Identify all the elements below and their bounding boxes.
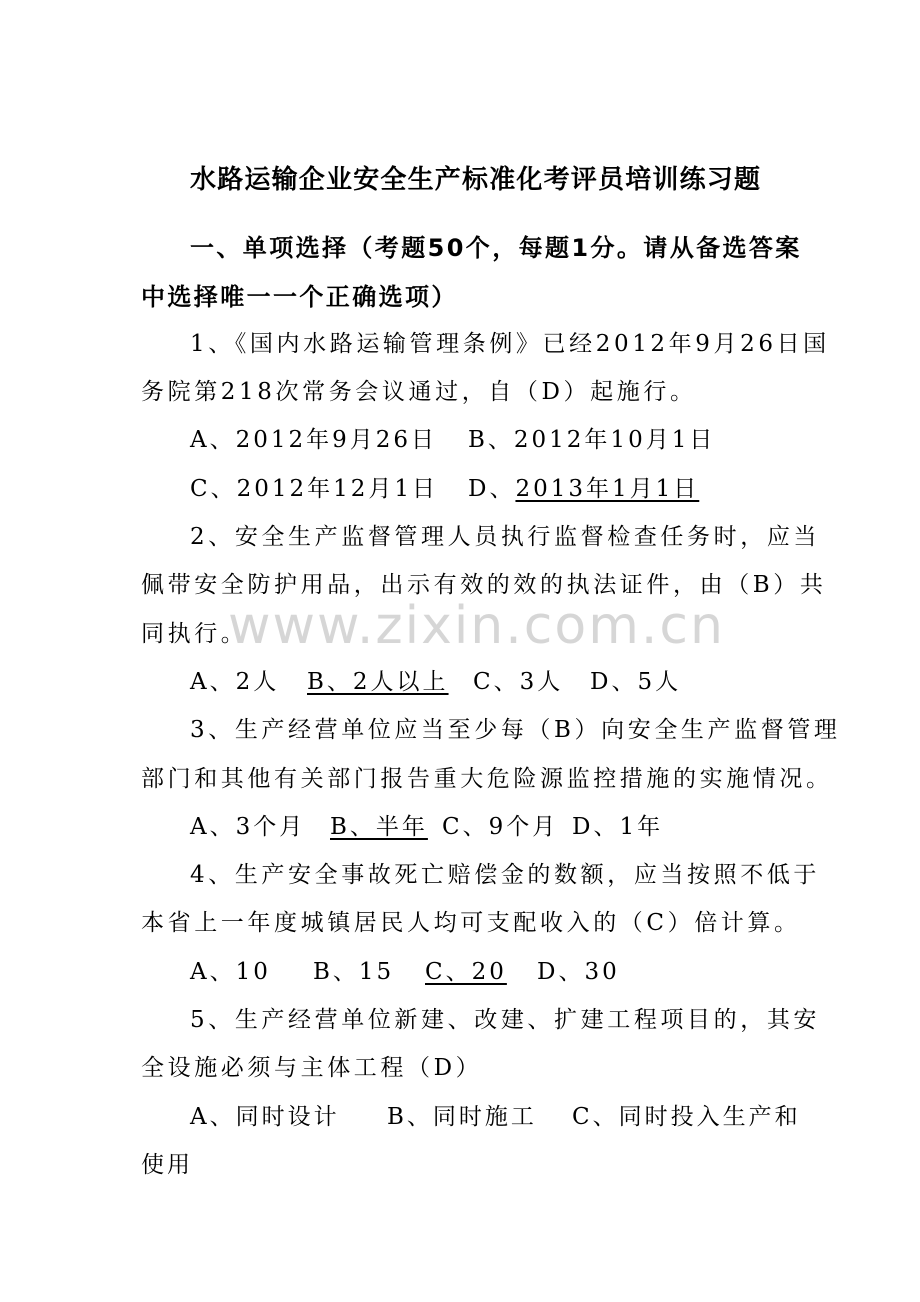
section-heading-line-2: 中选择唯一一个正确选项） — [141, 283, 458, 311]
question-4-option-b: B、15 — [313, 959, 395, 985]
question-1-line-2: 务院第218次常务会议通过，自（D）起施行。 — [141, 379, 697, 405]
question-5-option-a: A、同时设计 — [190, 1104, 340, 1130]
question-3-option-d: D、1年 — [572, 814, 664, 840]
question-5-option-c: C、同时投入生产和 — [572, 1104, 801, 1130]
question-4-option-a: A、10 — [190, 959, 271, 985]
question-3-option-a: A、3个月 — [190, 814, 306, 840]
question-2-line-3: 同执行。 — [141, 621, 248, 647]
document-title: 水路运输企业安全生产标准化考评员培训练习题 — [190, 165, 762, 195]
question-3-option-b: B、半年 — [330, 814, 428, 840]
question-1-option-a: A、2012年9月26日 — [190, 427, 438, 453]
question-4-option-d: D、30 — [537, 959, 620, 985]
question-2-option-a: A、2人 — [190, 669, 280, 695]
question-5-option-b: B、同时施工 — [387, 1104, 537, 1130]
question-3-line-2: 部门和其他有关部门报告重大危险源监控措施的实施情况。 — [141, 766, 833, 792]
question-1-line-1: 1、《国内水路运输管理条例》已经2012年9月26日国 — [190, 331, 830, 357]
watermark: www.zixin.com.cn — [228, 596, 725, 656]
question-4-option-c: C、20 — [425, 959, 507, 985]
question-2-option-d: D、5人 — [590, 669, 682, 695]
question-4-line-2: 本省上一年度城镇居民人均可支配收入的（C）倍计算。 — [141, 910, 801, 936]
question-3-line-1: 3、生产经营单位应当至少每（B）向安全生产监督管理 — [190, 717, 841, 743]
question-1-option-d: D、2013年1月1日 — [468, 476, 700, 502]
question-2-line-1: 2、安全生产监督管理人员执行监督检查任务时，应当 — [190, 524, 821, 550]
question-2-option-b: B、2人以上 — [307, 669, 449, 695]
question-5-line-2: 全设施必须与主体工程（D） — [141, 1055, 483, 1081]
question-2-option-c: C、3人 — [473, 669, 564, 695]
question-5-option-c-continued: 使用 — [141, 1152, 193, 1178]
question-2-line-2: 佩带安全防护用品，出示有效的效的执法证件，由（B）共 — [141, 572, 827, 598]
question-4-line-1: 4、生产安全事故死亡赔偿金的数额，应当按照不低于 — [190, 862, 821, 888]
question-1-option-c: C、2012年12月1日 — [190, 476, 439, 502]
question-3-option-c: C、9个月 — [442, 814, 559, 840]
question-5-line-1: 5、生产经营单位新建、改建、扩建工程项目的，其安 — [190, 1007, 821, 1033]
section-heading-line-1: 一、单项选择（考题50个，每题1分。请从备选答案 — [190, 234, 802, 262]
question-1-option-b: B、2012年10月1日 — [468, 427, 716, 453]
question-1-answer: 2013年1月1日 — [515, 476, 700, 502]
